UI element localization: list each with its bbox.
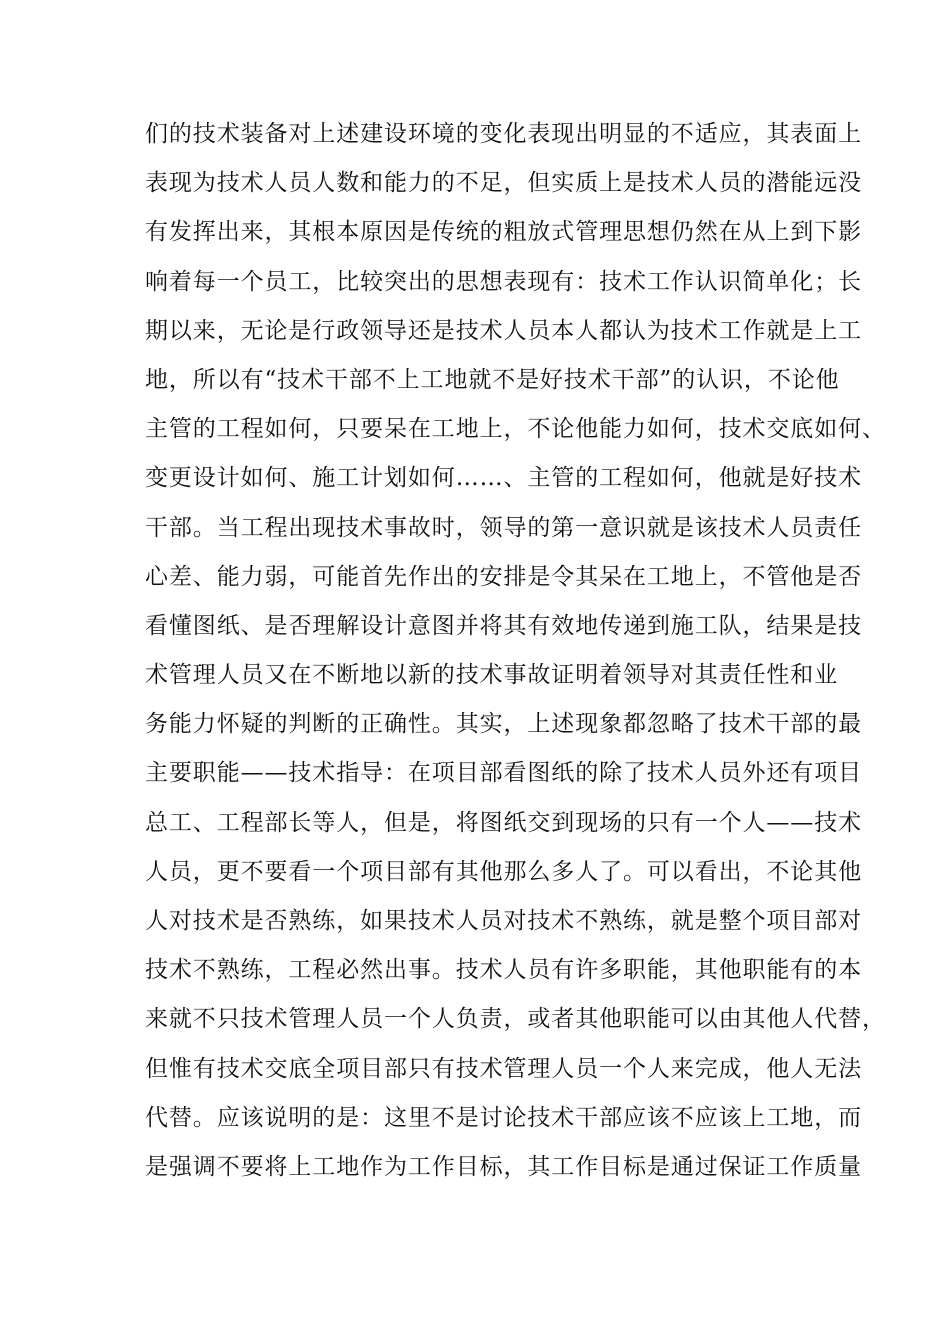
text-line: 变更设计如何、施工计划如何……、主管的工程如何，他就是好技术	[145, 465, 862, 492]
text-line: 人对技术是否熟练，如果技术人员对技术不熟练，就是整个项目部对	[145, 908, 862, 934]
text-line: 代替。应该说明的是：这里不是讨论技术干部应该不应该上工地，而	[145, 1104, 862, 1131]
text-line: 表现为技术人员人数和能力的不足，但实质上是技术人员的潜能远没	[145, 170, 862, 197]
text-line: 人员，更不要看一个项目部有其他那么多人了。可以看出，不论其他	[145, 858, 862, 885]
text-line: 主要职能——技术指导：在项目部看图纸的除了技术人员外还有项目	[145, 760, 862, 787]
text-line: 地，所以有“技术干部不上工地就不是好技术干部”的认识，不论他	[145, 366, 840, 393]
text-line: 主管的工程如何，只要呆在工地上，不论他能力如何，技术交底如何、	[145, 416, 886, 443]
text-line: 看懂图纸、是否理解设计意图并将其有效地传递到施工队，结果是技	[145, 612, 862, 639]
text-line: 总工、工程部长等人，但是，将图纸交到现场的只有一个人——技术	[145, 809, 862, 836]
body-text	[145, 110, 886, 1192]
text-line: 但惟有技术交底全项目部只有技术管理人员一个人来完成，他人无法	[145, 1055, 862, 1082]
text-line: 技术不熟练，工程必然出事。技术人员有许多职能，其他职能有的本	[145, 957, 862, 984]
text-line: 有发挥出来，其根本原因是传统的粗放式管理思想仍然在从上到下影	[145, 219, 862, 246]
text-line: 响着每一个员工，比较突出的思想表现有：技术工作认识简单化；长	[145, 268, 862, 295]
text-line: 心差、能力弱，可能首先作出的安排是令其呆在工地上，不管他是否	[145, 563, 862, 590]
text-line: 们的技术装备对上述建设环境的变化表现出明显的不适应，其表面上	[145, 121, 862, 147]
text-line: 是强调不要将上工地作为工作目标，其工作目标是通过保证工作质量	[145, 1153, 862, 1180]
text-line: 务能力怀疑的判断的正确性。其实，上述现象都忽略了技术干部的最	[145, 711, 862, 738]
text-line: 期以来，无论是行政领导还是技术人员本人都认为技术工作就是上工	[145, 317, 862, 344]
text-line: 术管理人员又在不断地以新的技术事故证明着领导对其责任性和业	[145, 662, 839, 689]
text-line: 来就不只技术管理人员一个人负责，或者其他职能可以由其他人代替，	[145, 1006, 886, 1033]
text-line: 干部。当工程出现技术事故时，领导的第一意识就是该技术人员责任	[145, 514, 862, 541]
